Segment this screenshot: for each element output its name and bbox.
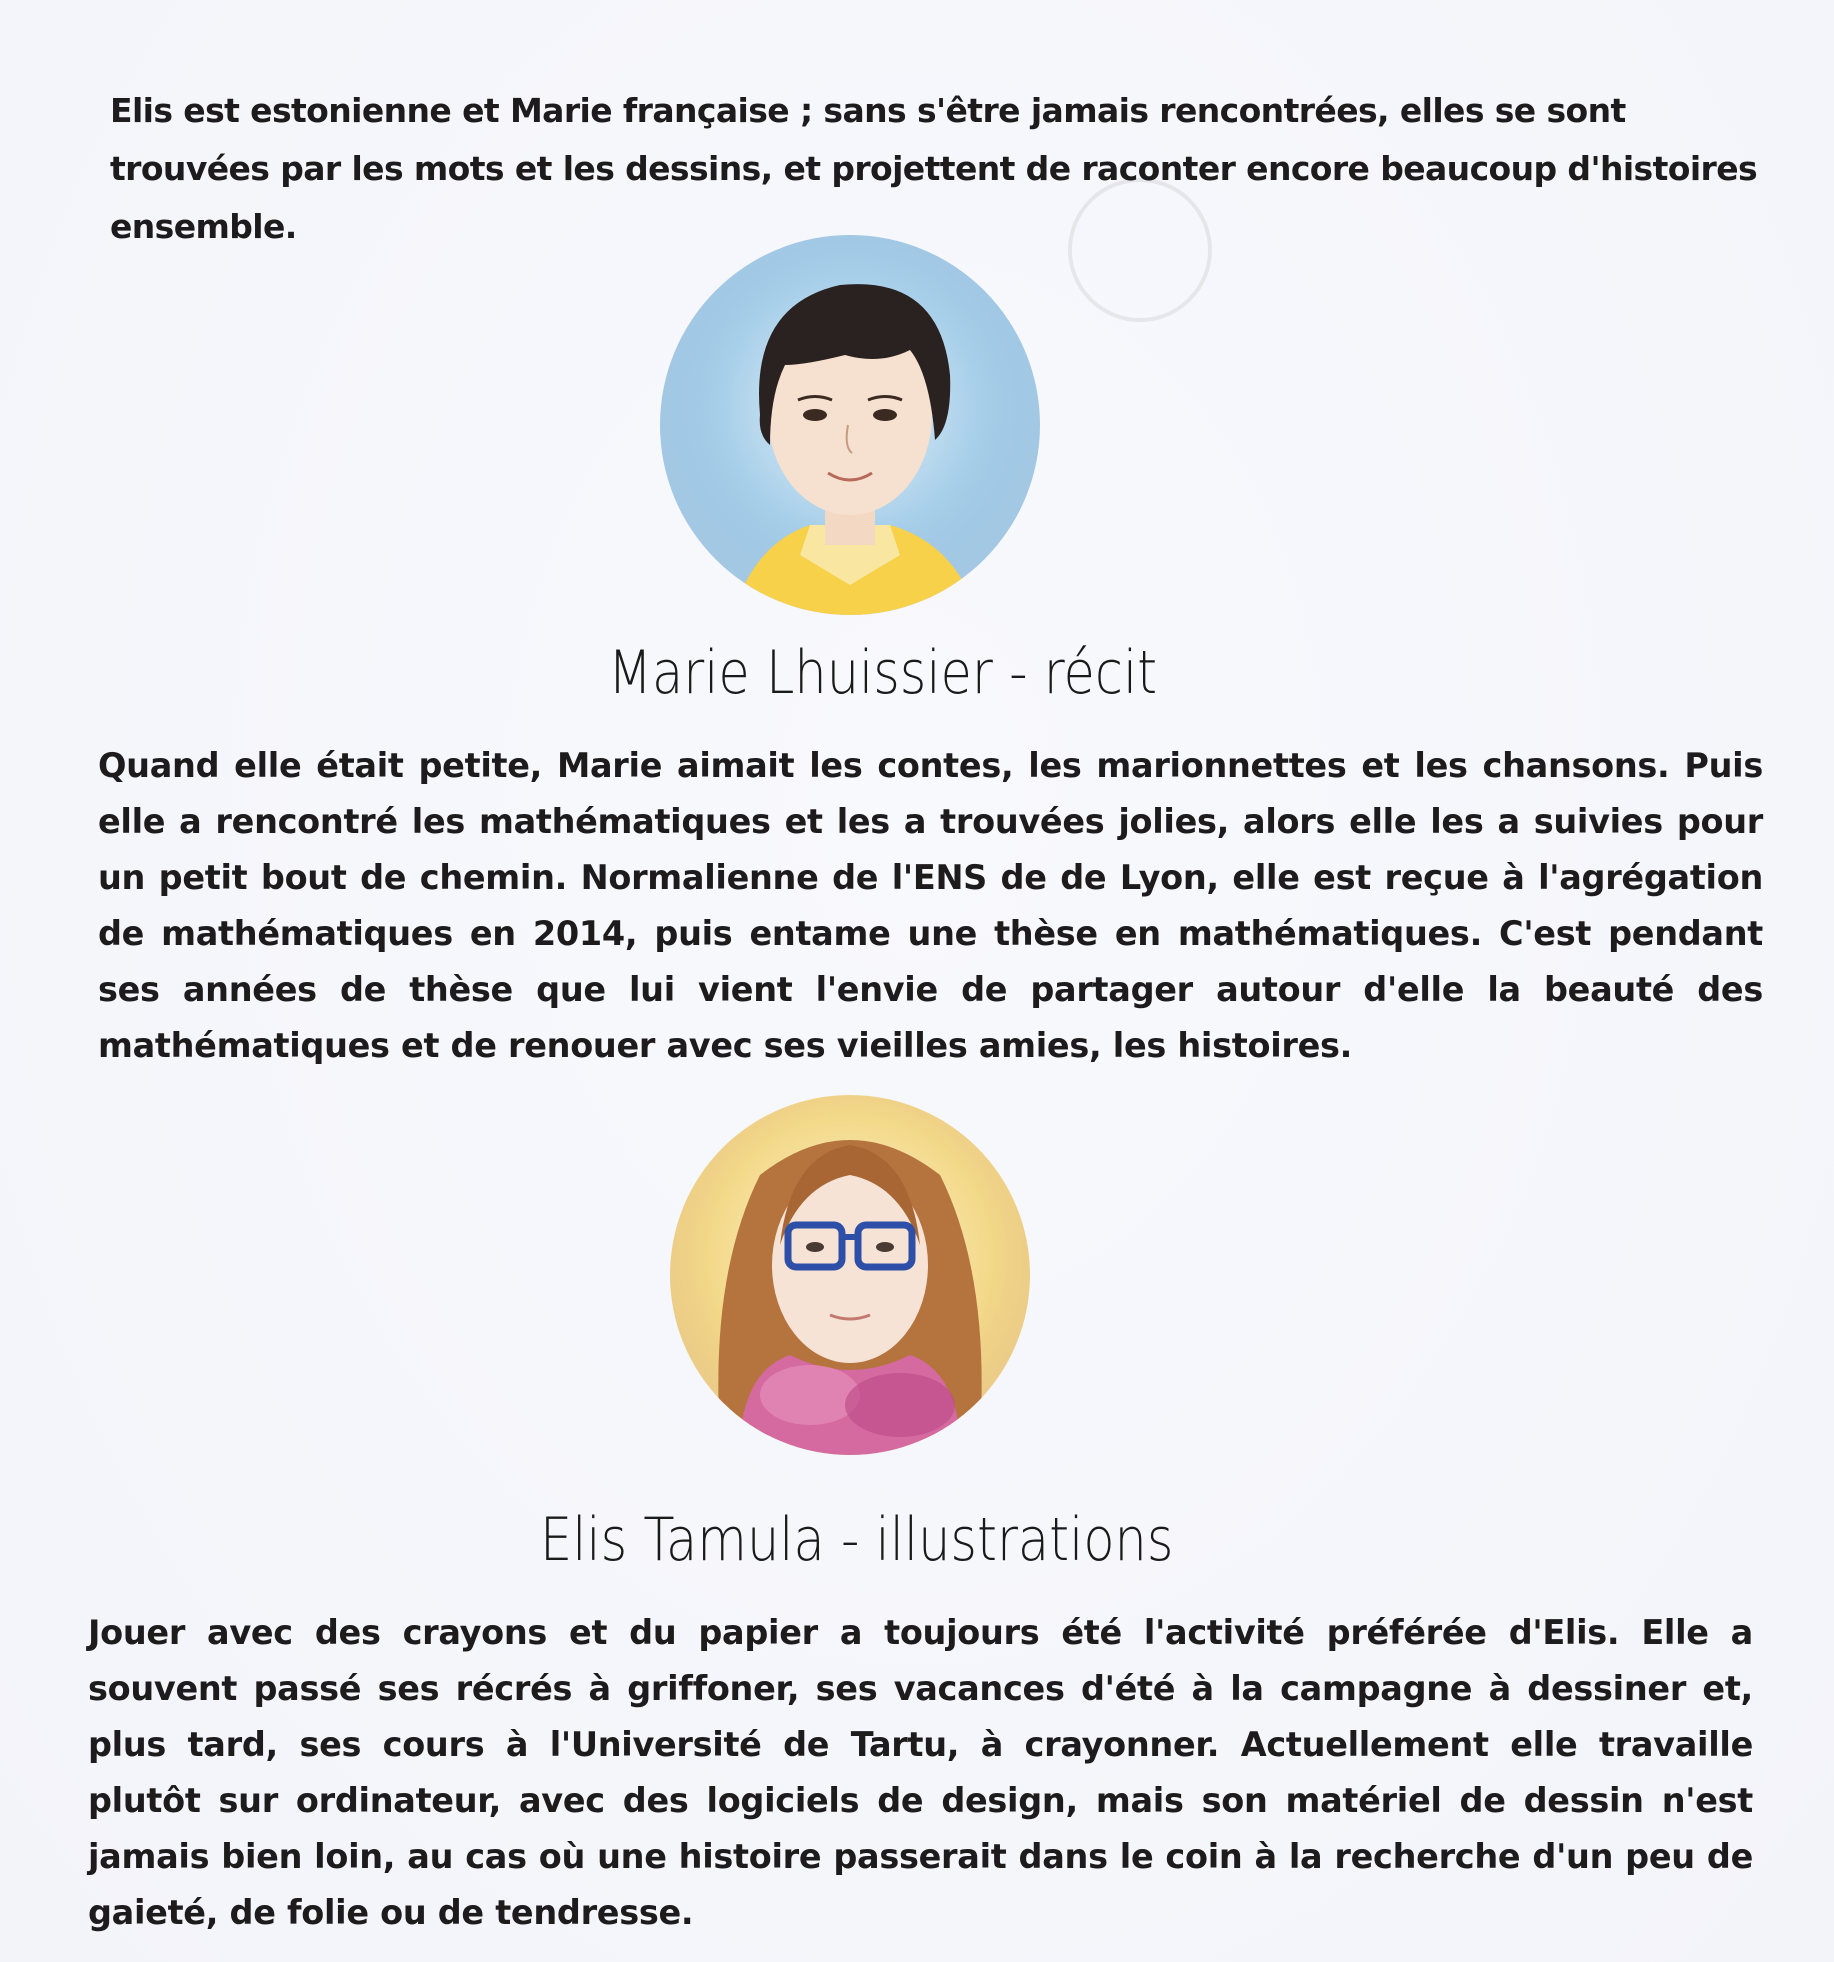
elis-portrait bbox=[650, 1075, 1050, 1495]
marie-name-heading: Marie Lhuissier - récit bbox=[608, 638, 1158, 708]
elis-bio-paragraph: Jouer avec des crayons et du papier a toujours été l'activité préférée d'Elis. Elle a souvent passé ses récrés à griffoner, ses vacances d'été à la campagne à dessiner et, plus tard, ses cours à l'Université de Tartu, à crayonner. Actuellement elle travaille plutôt sur ordinateur, avec des logiciels de design, mais son matériel de dessin n'est jamais bien loin, au cas où une histoire passerait dans le coin à la recherche d'un peu de gaieté, de folie ou de tendresse. bbox=[88, 1613, 1753, 1932]
marie-portrait bbox=[640, 225, 1060, 625]
intro-paragraph: Elis est estonienne et Marie française ; sans s'être jamais rencontrées, elles se sont trouvées par les mots et les dessins, et projettent de raconter encore beaucoup d'histoires ensemble. bbox=[110, 91, 1758, 246]
marie-bio-paragraph: Quand elle était petite, Marie aimait les contes, les marionnettes et les chansons. Puis elle a rencontré les mathématiques et les a trouvées jolies, alors elle les a suivies pour un petit bout de chemin. Normalienne de l'ENS de de Lyon, elle est reçue à l'agrégation de mathématiques en 2014, puis entame une thèse en mathématiques. C'est pendant ses années de thèse que lui vient l'envie de partager autour d'elle la beauté des mathématiques et de renouer avec ses vieilles amies, les histoires. bbox=[98, 746, 1763, 1065]
elis-name-heading: Elis Tamula - illustrations bbox=[540, 1505, 1174, 1575]
